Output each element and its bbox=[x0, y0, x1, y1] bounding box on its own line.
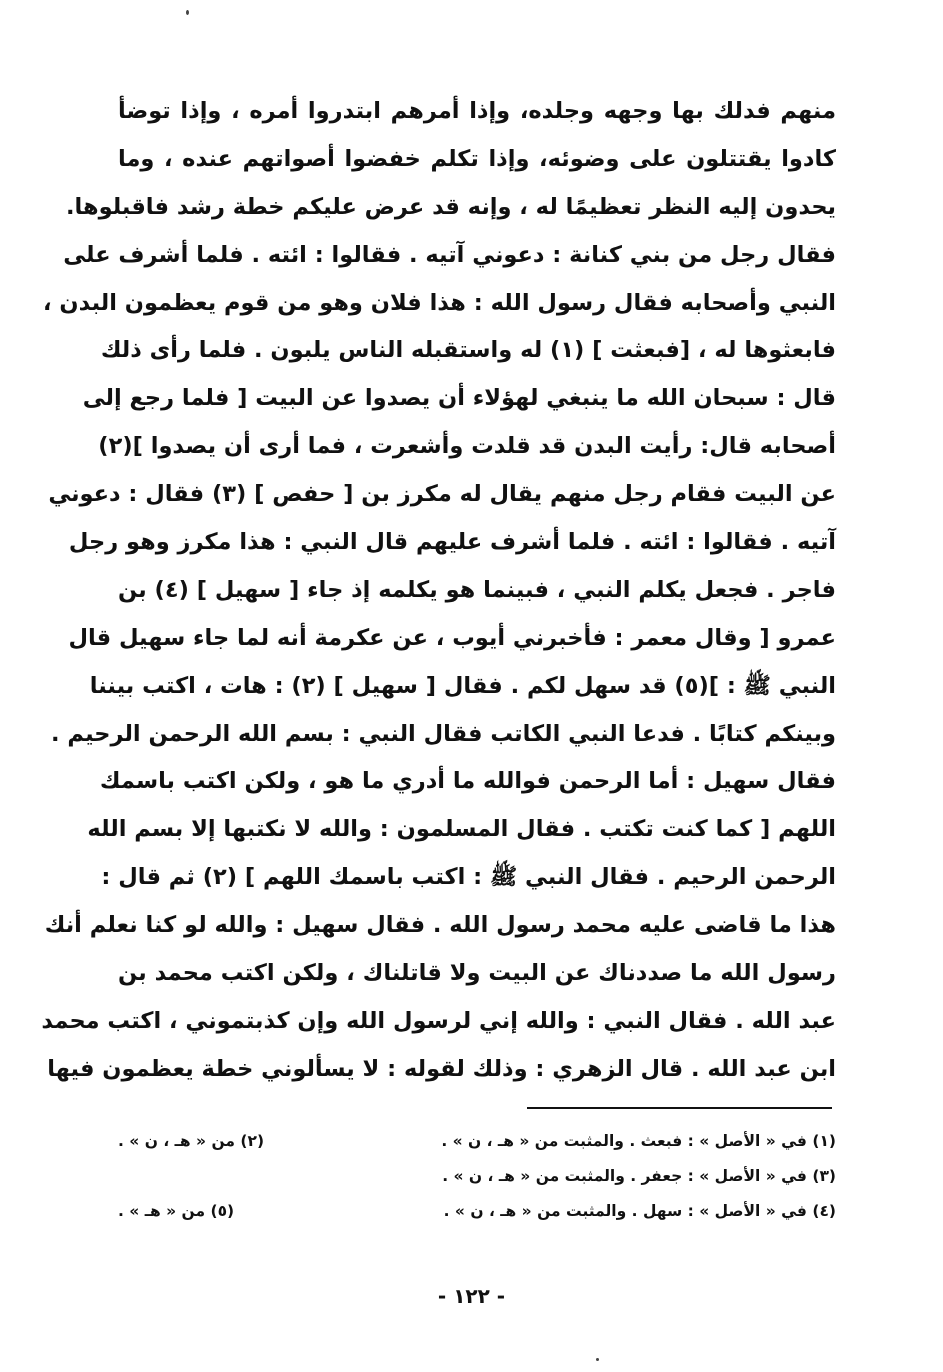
footnote-row bbox=[118, 1159, 836, 1194]
footnote: (٣) في « الأصل » : جعفر . والمثبت من « هـ ، ن » . bbox=[442, 1167, 836, 1185]
footnote-row bbox=[118, 1124, 836, 1159]
text-line: وبينكم كتابًا . فدعا النبي الكاتب فقال النبي : بسم الله الرحمن الرحيم . bbox=[51, 720, 836, 747]
text-line: فاجر . فجعل يكلم النبي ، فبينما هو يكلمه إذ جاء [ سهيل ] (٤) بن bbox=[118, 576, 836, 603]
text-line: أصحابه قال: رأيت البدن قد قلدت وأشعرت ، فما أرى أن يصدوا ](٢) bbox=[98, 433, 836, 460]
text-line: يحدون إليه النظر تعظيمًا له ، وإنه قد عرض عليكم خطة رشد فاقبلوها. bbox=[66, 193, 836, 220]
text-line: فقال رجل من بني كنانة : دعوني آتيه . فقالوا : ائته . فلما أشرف على bbox=[63, 241, 836, 268]
footnote: (٥) من « هـ » . bbox=[118, 1202, 235, 1220]
text-line: قال : سبحان الله ما ينبغي لهؤلاء أن يصدوا عن البيت [ فلما رجع إلى bbox=[82, 385, 836, 412]
text-line: النبي وأصحابه فقال رسول الله : هذا فلان وهو من قوم يعظمون البدن ، bbox=[42, 289, 836, 316]
footnote: (٢) من « هـ ، ن » . bbox=[118, 1132, 265, 1150]
text-line: الرحمن الرحيم . فقال النبي ﷺ : اكتب باسمك اللهم ] (٢) ثم قال : bbox=[101, 864, 836, 891]
text-line: آتيه . فقالوا : ائته . فلما أشرف عليهم قال النبي : هذا مكرز وهو رجل bbox=[68, 529, 836, 556]
footnote-separator bbox=[527, 1107, 832, 1109]
footnote: (١) في « الأصل » : فبعث . والمثبت من « هـ ، ن » . bbox=[441, 1132, 836, 1150]
scan-speck bbox=[186, 10, 189, 15]
text-line: كادوا يقتتلون على وضوئه، وإذا تكلم خفضوا أصواتهم عنده ، وما bbox=[118, 145, 836, 172]
text-line: هذا ما قاضى عليه محمد رسول الله . فقال سهيل : والله لو كنا نعلم أنك bbox=[44, 912, 836, 939]
text-line: عبد الله . فقال النبي : والله إني لرسول الله وإن كذبتموني ، اكتب محمد bbox=[41, 1007, 836, 1034]
main-text bbox=[41, 88, 836, 1094]
footnote: (٤) في « الأصل » : سهل . والمثبت من « هـ ، ن » . bbox=[443, 1202, 836, 1220]
page-number: - ١٢٢ - bbox=[437, 1284, 506, 1308]
text-line: النبي ﷺ : ](٥) قد سهل لكم . فقال [ سهيل ] (٢) : هات ، اكتب بيننا bbox=[89, 672, 836, 699]
text-line: منهم فدلك بها وجهه وجلده، وإذا أمرهم ابتدروا أمره ، وإذا توضأ bbox=[118, 98, 836, 124]
text-line: اللهم [ كما كنت تكتب . فقال المسلمون : والله لا نكتبها إلا بسم الله bbox=[87, 816, 836, 843]
footnote-row bbox=[118, 1194, 836, 1229]
text-line: عن البيت فقام رجل منهم يقال له مكرز بن [ حفص ] (٣) فقال : دعوني bbox=[48, 481, 836, 508]
text-line: فقال سهيل : أما الرحمن فوالله ما أدري ما هو ، ولكن اكتب باسمك bbox=[99, 768, 836, 795]
text-line: ابن عبد الله . قال الزهري : وذلك لقوله : لا يسألوني خطة يعظمون فيها bbox=[47, 1055, 836, 1082]
footnotes bbox=[118, 1124, 836, 1229]
text-line: فابعثوها له ، [فبعثت ] (١) له واستقبله الناس يلبون . فلما رأى ذلك bbox=[100, 337, 836, 364]
text-line: رسول الله ما صددناك عن البيت ولا قاتلناك ، ولكن اكتب محمد بن bbox=[118, 960, 836, 987]
text-line: عمرو [ وقال معمر : فأخبرني أيوب ، عن عكرمة أنه لما جاء سهيل قال bbox=[68, 624, 836, 651]
scan-speck bbox=[596, 1358, 599, 1361]
